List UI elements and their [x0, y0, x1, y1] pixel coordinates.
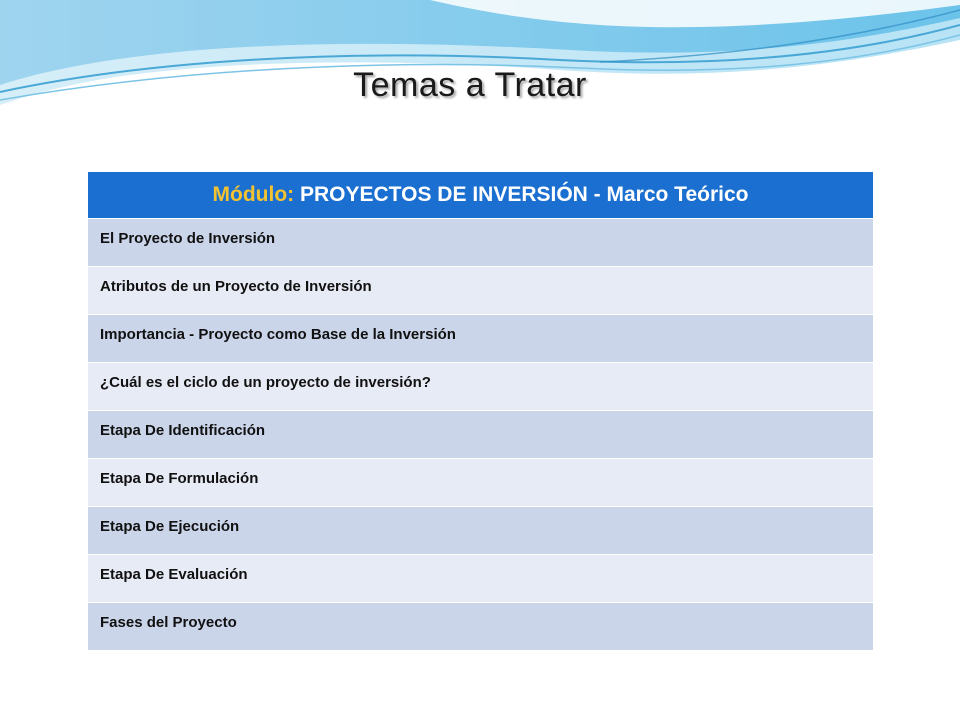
row-text: El Proyecto de Inversión: [100, 230, 276, 247]
table-row: [88, 362, 873, 410]
table-header: [88, 172, 873, 218]
topics-table: [88, 172, 873, 650]
table-row: [88, 218, 873, 266]
table-row: [88, 266, 873, 314]
row-text: ¿Cuál es el ciclo de un proyecto de inversión?: [100, 374, 431, 391]
row-text: Fases del Proyecto: [100, 614, 237, 631]
row-text: Importancia - Proyecto como Base de la Inversión: [100, 326, 456, 343]
table-row: [88, 314, 873, 362]
row-text: Etapa De Ejecución: [100, 518, 240, 535]
table-row: [88, 506, 873, 554]
row-text: Etapa De Identificación: [100, 422, 266, 439]
row-text: Atributos de un Proyecto de Inversión: [100, 278, 372, 295]
table-row: [88, 410, 873, 458]
page-title: Temas a Tratar: [353, 66, 587, 104]
row-text: Etapa De Formulación: [100, 470, 259, 487]
table-row: [88, 554, 873, 602]
table-row: [88, 602, 873, 650]
module-title: PROYECTOS DE INVERSIÓN - Marco Teórico: [300, 183, 749, 206]
table-row: [88, 458, 873, 506]
row-text: Etapa De Evaluación: [100, 566, 248, 583]
module-label: Módulo:: [212, 183, 295, 206]
